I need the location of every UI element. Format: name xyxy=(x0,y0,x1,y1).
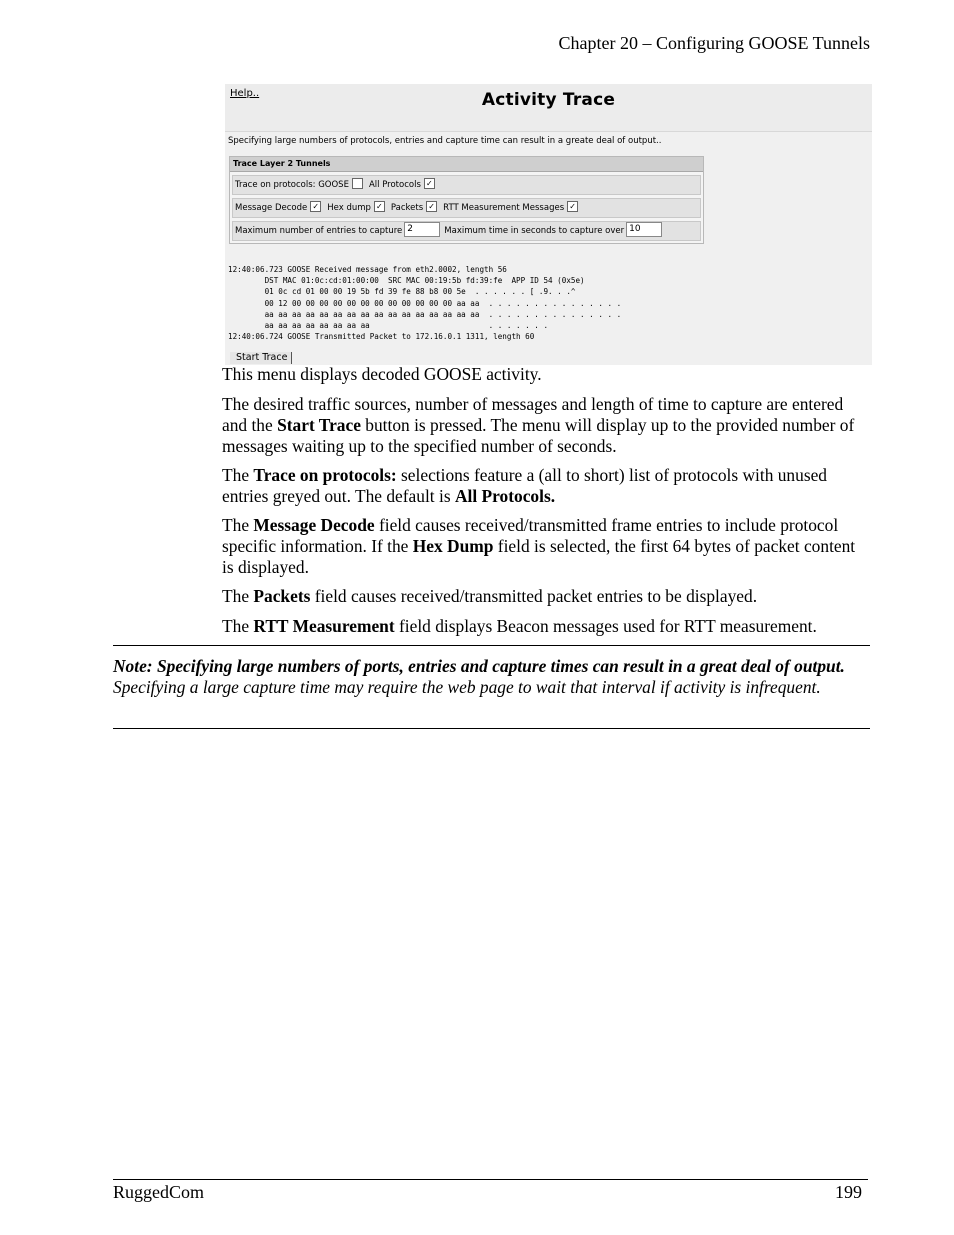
screenshot-topbar xyxy=(225,84,872,132)
paragraph-decode xyxy=(222,515,870,578)
trace-form xyxy=(229,156,704,244)
trace-output xyxy=(228,264,621,342)
bold-run: Start Trace xyxy=(277,415,361,435)
note-top-rule xyxy=(113,645,870,646)
message-decode-label: Message Decode xyxy=(235,203,308,213)
trace-line: DST MAC 01:0c:cd:01:00:00 SRC MAC 00:19:5b fd:39:fe APP ID 54 (0x5e) xyxy=(228,276,585,286)
paragraph-protocols xyxy=(222,465,870,507)
note-text: Specifying a large capture time may require the web page to wait that interval if activity is infrequent. xyxy=(113,677,821,697)
bold-run: Trace on protocols: xyxy=(253,465,397,485)
trace-line: 01 0c cd 01 00 00 19 5b fd 39 fe 88 b8 00 5e . . . . . . [ .9. . .^ xyxy=(228,287,576,297)
packets-label: Packets xyxy=(390,203,424,213)
protocols-label: Trace on protocols: GOOSE xyxy=(235,180,349,190)
trace-line: aa aa aa aa aa aa aa aa . . . . . . . xyxy=(228,321,549,331)
rtt-checkbox[interactable]: ✓ xyxy=(567,201,578,212)
bold-run: Message Decode xyxy=(253,515,375,535)
note-bold-text: Specifying large numbers of ports, entries and capture times can result in a great deal of output. xyxy=(152,656,845,676)
hex-dump-label: Hex dump xyxy=(327,203,371,213)
footer-rule xyxy=(113,1179,868,1180)
all-protocols-label: All Protocols xyxy=(368,180,421,190)
output-warning: Specifying large numbers of protocols, entries and capture time can result in a greate deal of output.. xyxy=(228,136,662,146)
text-run: field is selected, the first 64 bytes of packet content is displayed. xyxy=(222,536,856,577)
max-entries-label: Maximum number of entries to capture xyxy=(235,226,403,236)
text-run: field displays Beacon messages used for RTT measurement. xyxy=(394,616,817,636)
goose-checkbox[interactable] xyxy=(352,178,363,189)
note-block xyxy=(113,656,870,698)
hex-dump-checkbox[interactable]: ✓ xyxy=(374,201,385,212)
trace-line: 00 12 00 00 00 00 00 00 00 00 00 00 00 00 aa aa . . . . . . . . . . . . . . . xyxy=(228,298,622,308)
options-row xyxy=(232,198,701,218)
help-link[interactable]: Help.. xyxy=(230,88,260,99)
protocols-row xyxy=(232,175,701,195)
bold-run: Hex Dump xyxy=(412,536,494,556)
paragraph-sources xyxy=(222,394,870,457)
bold-run: All Protocols. xyxy=(454,486,556,506)
text-run: The xyxy=(222,465,254,485)
note-bottom-rule xyxy=(113,728,870,729)
text-run: button is pressed. The menu will display up to the provided number of messages waiting up to the specified number of seconds. xyxy=(222,415,855,456)
text-run: selections feature a (all to short) list of protocols with unused entries greyed out. The default is xyxy=(222,465,828,506)
rtt-label: RTT Measurement Messages xyxy=(443,203,565,213)
paragraph-intro: This menu displays decoded GOOSE activity. xyxy=(222,364,542,384)
chapter-header: Chapter 20 – Configuring GOOSE Tunnels xyxy=(558,33,870,53)
start-trace-button[interactable]: Start Trace xyxy=(230,352,292,364)
trace-line: 12:40:06.724 GOOSE Transmitted Packet to 172.16.0.1 1311, length 60 xyxy=(228,332,535,342)
paragraph-packets xyxy=(222,586,870,607)
form-title: Trace Layer 2 Tunnels xyxy=(230,157,703,172)
text-run: field causes received/transmitted frame entries to include protocol specific information. If the xyxy=(222,515,839,556)
trace-line: 12:40:06.723 GOOSE Received message from eth2.0002, length 56 xyxy=(228,265,507,274)
message-decode-checkbox[interactable]: ✓ xyxy=(310,201,321,212)
note-label: Note: xyxy=(113,656,153,676)
max-time-input[interactable]: 10 xyxy=(626,222,662,237)
bold-run: Packets xyxy=(253,586,311,606)
text-run: The desired traffic sources, number of messages and length of time to capture are entered and the xyxy=(222,394,844,435)
all-protocols-checkbox[interactable]: ✓ xyxy=(424,178,435,189)
packets-checkbox[interactable]: ✓ xyxy=(426,201,437,212)
bold-run: RTT Measurement xyxy=(253,616,395,636)
trace-line: aa aa aa aa aa aa aa aa aa aa aa aa aa aa aa aa . . . . . . . . . . . . . . . xyxy=(228,309,622,319)
limits-row xyxy=(232,221,701,241)
activity-trace-screenshot xyxy=(225,84,872,365)
paragraph-rtt xyxy=(222,616,870,637)
page-number: 199 xyxy=(835,1182,862,1202)
text-run: field causes received/transmitted packet entries to be displayed. xyxy=(310,586,758,606)
text-run: The xyxy=(222,586,254,606)
screenshot-title: Activity Trace xyxy=(481,90,616,110)
text-run: The xyxy=(222,616,254,636)
max-time-label: Maximum time in seconds to capture over xyxy=(444,226,625,236)
max-entries-input[interactable]: 2 xyxy=(404,222,440,237)
text-run: The xyxy=(222,515,254,535)
footer-brand: RuggedCom xyxy=(113,1182,205,1202)
